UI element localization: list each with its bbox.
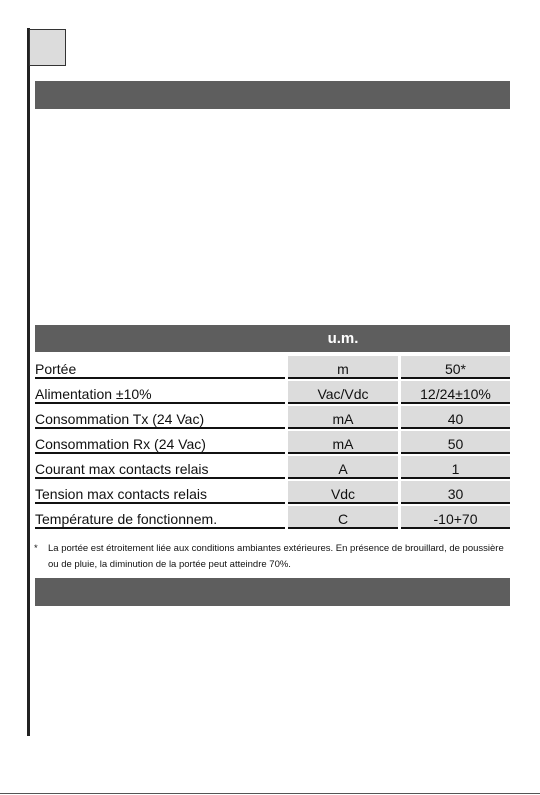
row-unit: A [288,456,398,479]
table-row [35,406,510,429]
section-header-bar-1 [35,81,510,109]
row-value: -10+70 [401,506,510,529]
row-value: 50* [401,356,510,379]
table-row [35,381,510,404]
page-bottom-rule [0,793,540,794]
section-number-box [29,29,66,66]
section-header-bar-2 [35,578,510,606]
left-margin-rule [27,28,30,736]
spec-table-header [35,325,510,352]
row-label: Température de fonctionnem. [35,511,218,527]
row-value: 50 [401,431,510,454]
row-unit: m [288,356,398,379]
unit-column-header: u.m. [327,330,359,347]
row-label: Consommation Rx (24 Vac) [35,436,206,452]
row-label: Portée [35,361,77,377]
footnote [34,541,514,573]
row-label: Alimentation ±10% [35,386,152,402]
row-unit: C [288,506,398,529]
table-row [35,456,510,479]
row-label: Consommation Tx (24 Vac) [35,411,205,427]
row-unit: Vac/Vdc [288,381,398,404]
footnote-mark: * [34,543,38,554]
table-row [35,481,510,504]
row-label: Tension max contacts relais [35,486,207,502]
row-unit: Vdc [288,481,398,504]
row-value: 12/24±10% [401,381,510,404]
row-value: 40 [401,406,510,429]
row-unit: mA [288,406,398,429]
row-label: Courant max contacts relais [35,461,209,477]
row-value: 1 [401,456,510,479]
footnote-text: La portée est étroitement liée aux conditions ambiantes extérieures. En présence de brouillard, de poussière ou de pluie, la diminution de la portée peut atteindre 70%. [48,543,504,570]
row-unit: mA [288,431,398,454]
table-row [35,356,510,379]
table-row [35,506,510,529]
row-value: 30 [401,481,510,504]
table-row [35,431,510,454]
